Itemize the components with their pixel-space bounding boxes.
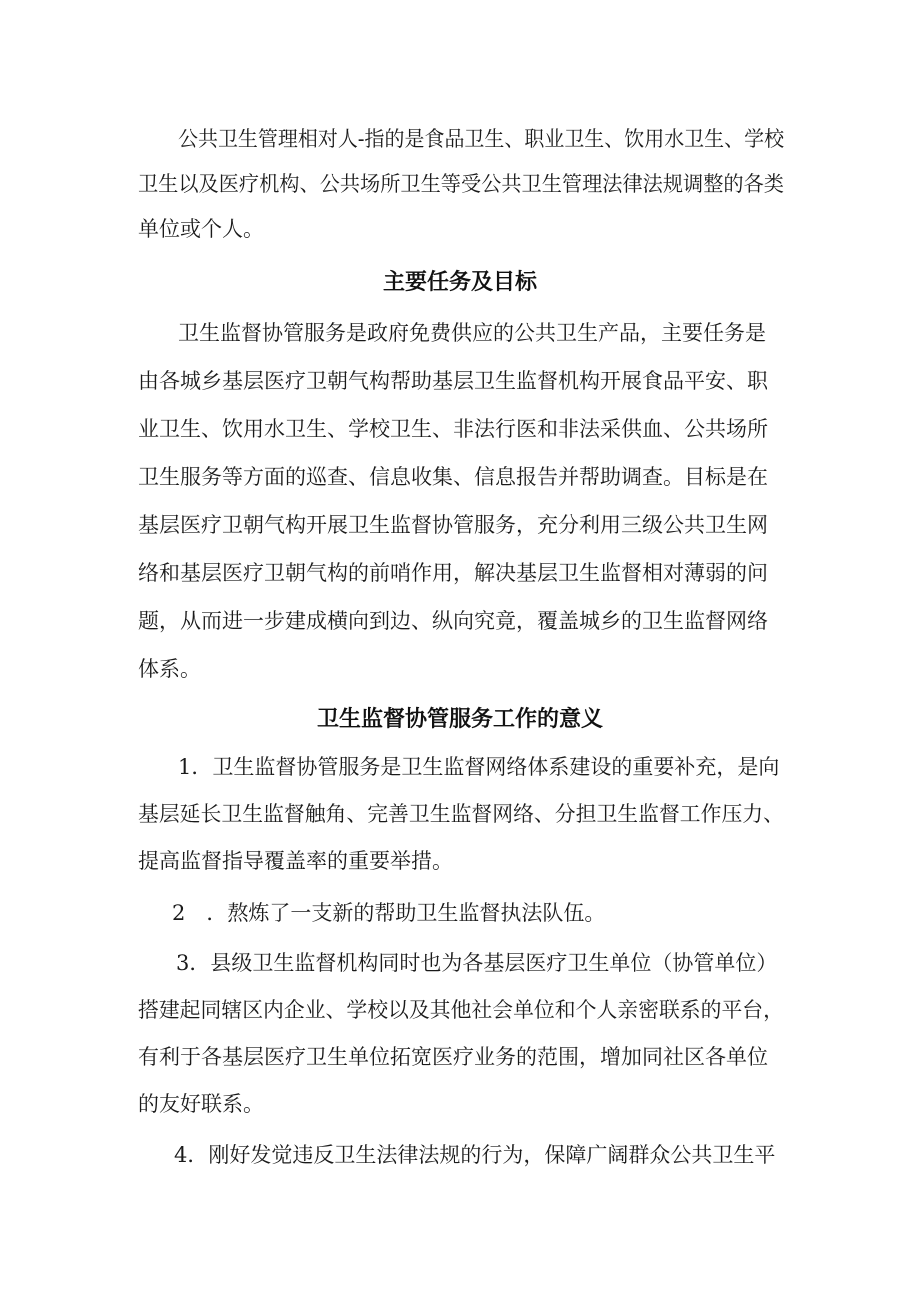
tasks-line-6: 络和基层医疗卫朝气构的前哨作用，解决基层卫生监督相对薄弱的问 [138,561,768,585]
intro-line-2: 卫生以及医疗机构、公共场所卫生等受公共卫生管理法律法规调整的各类 [138,172,784,196]
significance-item-3-line-4: 的友好联系。 [138,1092,264,1116]
tasks-line-7: 题，从而进一步建成横向到边、纵向究竟，覆盖城乡的卫生监督网络 [138,609,768,633]
significance-item-3-line-3: 有利于各基层医疗卫生单位拓宽医疗业务的范围，增加同社区各单位 [138,1045,768,1069]
section-heading-significance: 卫生监督协管服务工作的意义 [316,707,603,732]
tasks-line-3: 业卫生、饮用水卫生、学校卫生、非法行医和非法采供血、公共场所 [138,417,768,441]
significance-item-1-line-2: 基层延长卫生监督触角、完善卫生监督网络、分担卫生监督工作压力、 [138,802,784,826]
significance-item-4-line-1: 4．刚好发觉违反卫生法律法规的行为，保障广阔群众公共卫生平 [174,1143,776,1167]
tasks-line-2: 由各城乡基层医疗卫朝气构帮助基层卫生监督机构开展食品平安、职 [138,369,768,393]
tasks-line-1: 卫生监督协管服务是政府免费供应的公共卫生产品，主要任务是 [178,321,766,345]
significance-item-1-line-3: 提高监督指导覆盖率的重要举措。 [138,849,453,873]
significance-item-3-line-1: 3．县级卫生监督机构同时也为各基层医疗卫生单位（协管单位） [176,951,778,975]
tasks-line-8: 体系。 [138,657,201,681]
intro-line-1: 公共卫生管理相对人-指的是食品卫生、职业卫生、饮用水卫生、学校 [178,127,785,151]
significance-item-2-line-1: 2 ．熬炼了一支新的帮助卫生监督执法队伍。 [172,901,606,925]
tasks-line-5: 基层医疗卫朝气构开展卫生监督协管服务，充分利用三级公共卫生网 [138,513,768,537]
section-heading-tasks: 主要任务及目标 [382,270,537,295]
intro-line-3: 单位或个人。 [138,217,264,241]
significance-item-3-line-2: 搭建起同辖区内企业、学校以及其他社会单位和个人亲密联系的平台， [138,998,784,1022]
significance-item-1-line-1: 1．卫生监督协管服务是卫生监督网络体系建设的重要补充，是向 [178,755,780,779]
tasks-line-4: 卫生服务等方面的巡查、信息收集、信息报告并帮助调查。目标是在 [138,465,768,489]
